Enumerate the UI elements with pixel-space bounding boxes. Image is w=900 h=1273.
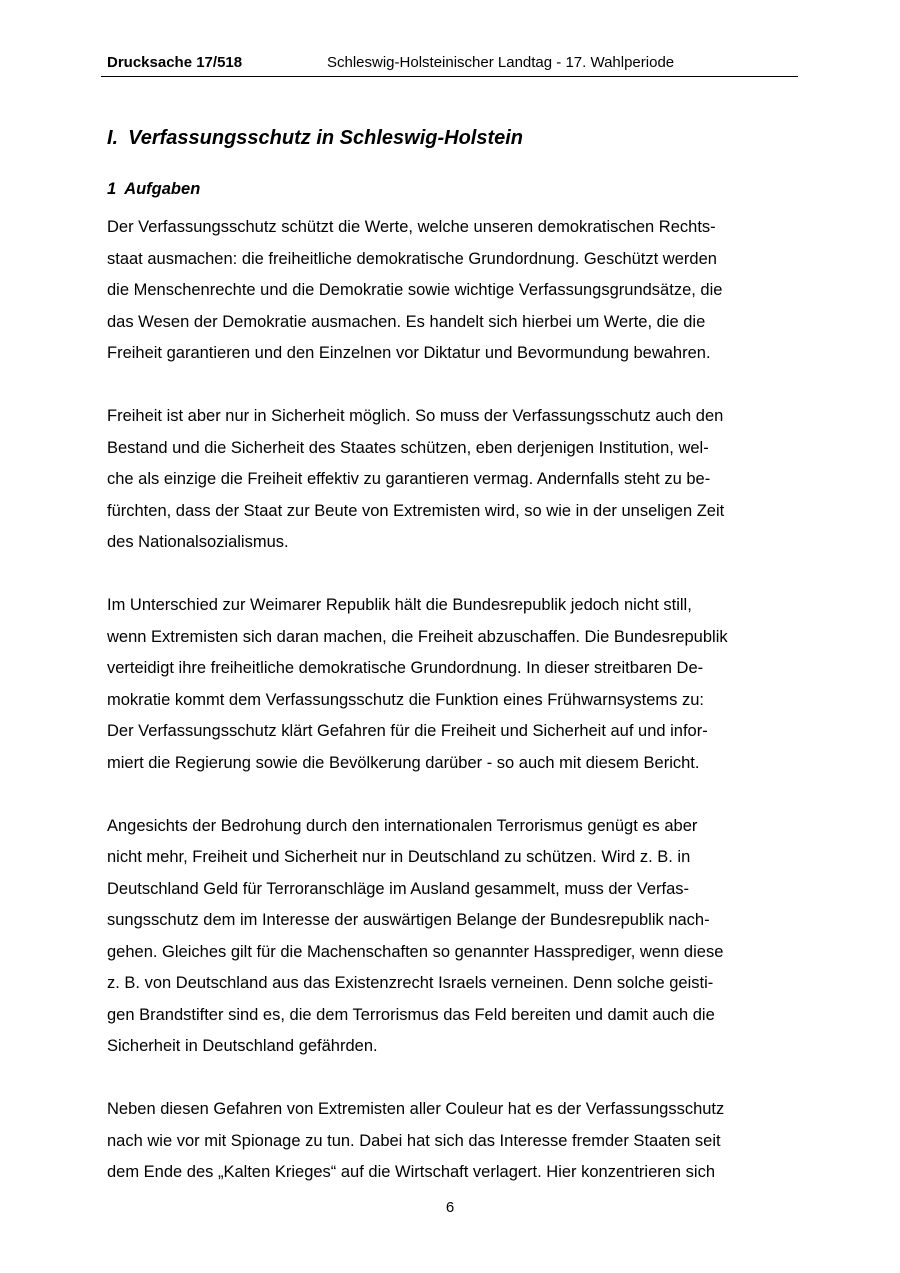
paragraph-line: staat ausmachen: die freiheitliche demokratische Grundordnung. Geschützt werden [107,249,717,268]
paragraph-line: Neben diesen Gefahren von Extremisten aller Couleur hat es der Verfassungsschutz [107,1100,725,1118]
section-number: 1 [107,180,117,198]
paragraph-line: che als einzige die Freiheit effektiv zu garantieren vermag. Andernfalls steht zu be- [107,470,711,488]
paragraph [107,811,797,1063]
paragraph-line: Sicherheit in Deutschland gefährden. [107,1037,378,1055]
paragraph [107,401,797,559]
parliament-title: Schleswig-Holsteinischer Landtag - 17. Wahlperiode [327,54,675,71]
paragraph-line: des Nationalsozialismus. [107,533,289,551]
paragraph [107,1094,797,1189]
paragraph-line: z. B. von Deutschland aus das Existenzrecht Israels verneinen. Denn solche geisti- [107,974,714,992]
paragraph-line: Bestand und die Sicherheit des Staates schützen, eben derjenigen Institution, wel- [107,438,709,457]
page-header [101,52,798,77]
paragraph-line: gen Brandstifter sind es, die dem Terrorismus das Feld bereiten und damit auch die [107,1005,715,1024]
body-text [107,212,797,1220]
paragraph [107,590,797,779]
paragraph-line: nach wie vor mit Spionage zu tun. Dabei hat sich das Interesse fremder Staaten seit [107,1131,721,1150]
paragraph [107,212,797,370]
paragraph-line: mokratie kommt dem Verfassungsschutz die Funktion eines Frühwarnsystems zu: [107,690,704,709]
paragraph-line: Freiheit garantieren und den Einzelnen vor Diktatur und Bevormundung bewahren. [107,344,711,362]
section-title: Aufgaben [124,180,201,198]
paragraph-line: Angesichts der Bedrohung durch den internationalen Terrorismus genügt es aber [107,816,698,835]
paragraph-line: nicht mehr, Freiheit und Sicherheit nur in Deutschland zu schützen. Wird z. B. in [107,848,691,866]
chapter-title: Verfassungsschutz in Schleswig-Holstein [128,127,524,149]
paragraph-line: das Wesen der Demokratie ausmachen. Es handelt sich hierbei um Werte, die die [107,312,706,331]
paragraph-line: wenn Extremisten sich daran machen, die Freiheit abzuschaffen. Die Bundesrepublik [107,627,728,646]
paragraph-line: Deutschland Geld für Terroranschläge im Ausland gesammelt, muss der Verfas- [107,879,690,898]
paragraph-line: Freiheit ist aber nur in Sicherheit möglich. So muss der Verfassungsschutz auch den [107,407,724,425]
paragraph-line: sungsschutz dem im Interesse der auswärtigen Belange der Bundesrepublik nach- [107,911,710,929]
paragraph-line: fürchten, dass der Staat zur Beute von Extremisten wird, so wie in der unseligen Zeit [107,501,725,520]
paragraph-line: gehen. Gleiches gilt für die Machenschaften so genannter Hassprediger, wenn diese [107,942,724,961]
section-heading [107,180,200,199]
paragraph-line: verteidigt ihre freiheitliche demokratische Grundordnung. In dieser streitbaren De- [107,659,704,677]
paragraph-line: Im Unterschied zur Weimarer Republik hält die Bundesrepublik jedoch nicht still, [107,596,692,614]
document-number: Drucksache 17/518 [107,54,243,71]
chapter-number: I. [107,127,119,149]
paragraph-line: die Menschenrechte und die Demokratie sowie wichtige Verfassungsgrundsätze, die [107,281,723,299]
paragraph-line: Der Verfassungsschutz schützt die Werte, welche unseren demokratischen Rechts- [107,218,716,236]
paragraph-line: miert die Regierung sowie die Bevölkerung darüber - so auch mit diesem Bericht. [107,753,700,772]
paragraph-line: Der Verfassungsschutz klärt Gefahren für die Freiheit und Sicherheit auf und infor- [107,722,708,740]
paragraph-line: dem Ende des „Kalten Krieges“ auf die Wirtschaft verlagert. Hier konzentrieren sich [107,1163,716,1181]
chapter-heading [107,127,523,150]
page-number: 6 [445,1199,455,1216]
